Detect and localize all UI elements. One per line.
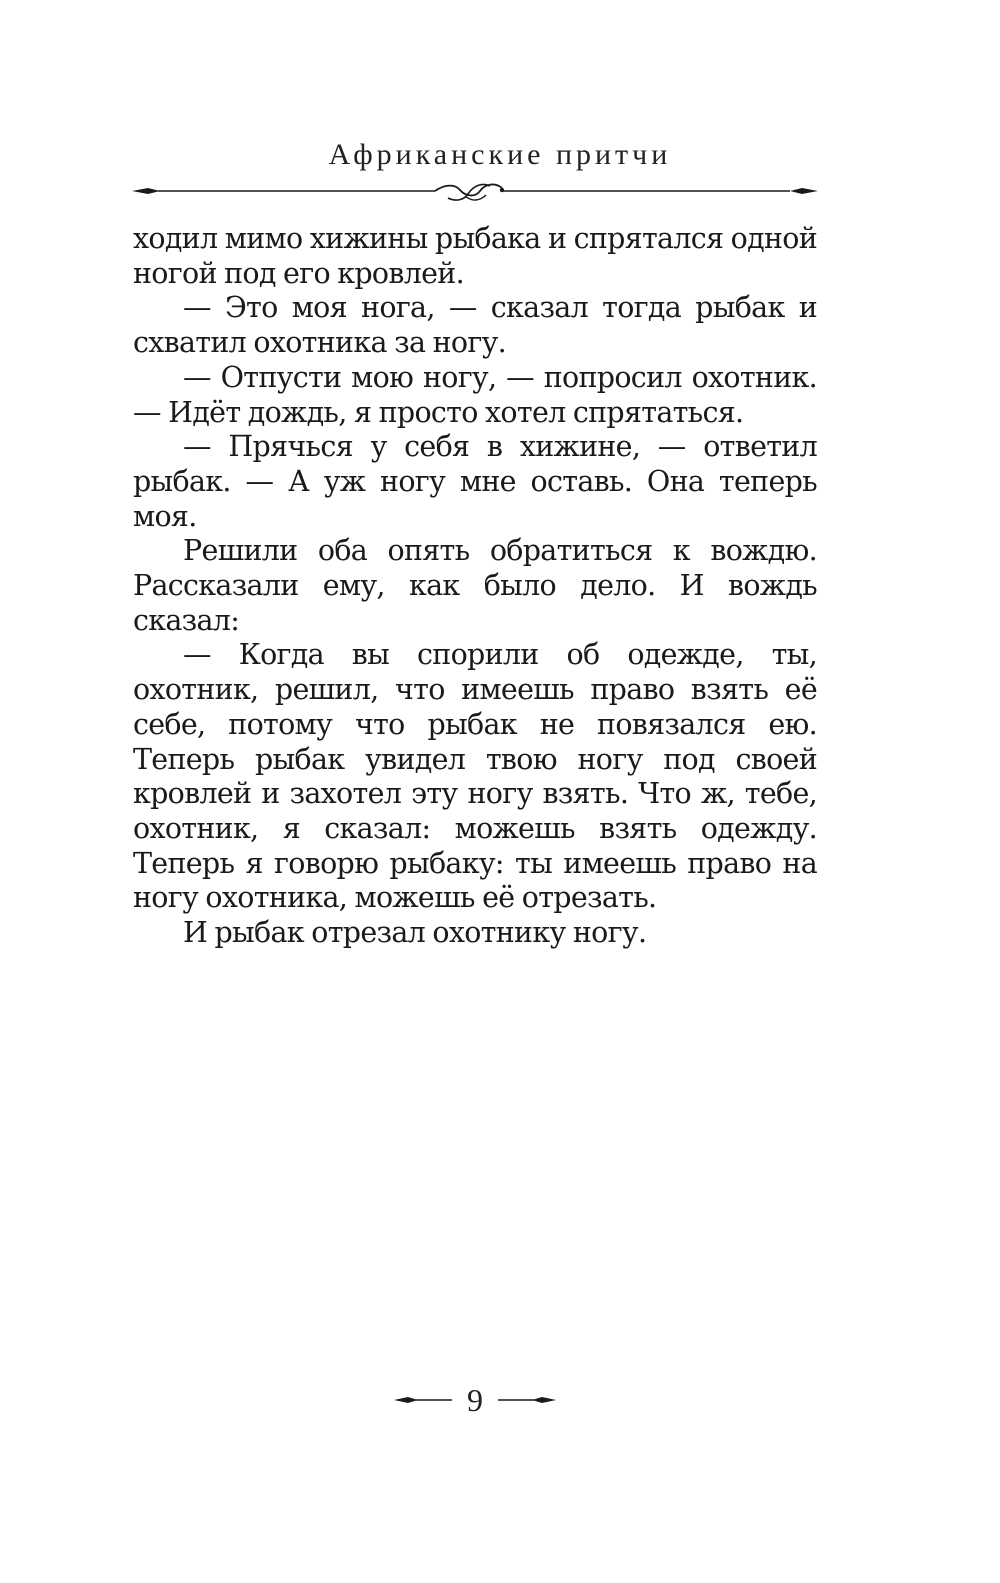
paragraph: — Когда вы спорили об одежде, ты, охотник, решил, что имеешь право взять её себе, потому что рыбак не повязался ею. Теперь рыбак увидел твою ногу под своей кровлей и захотел эту ногу взять. Что ж, тебе, охотник, я сказал: можешь взять одежду. Теперь я говорю рыбаку: ты имеешь право на ногу охотника, можешь её отрезать. — [133, 638, 817, 915]
paragraph: — Прячься у себя в хижине, — ответил рыбак. — А уж ногу мне оставь. Она теперь моя. — [133, 430, 817, 533]
paragraph: И рыбак отрезал охотнику ногу. — [183, 916, 647, 950]
main-text — [133, 222, 817, 951]
running-head-title: Африканские притчи — [328, 138, 672, 171]
ornamental-divider-icon — [130, 176, 820, 206]
paragraph: — Отпусти мою ногу, — попросил охотник. — Идёт дождь, я просто хотел спрятаться. — [133, 360, 817, 429]
page-folio — [390, 1380, 560, 1420]
paragraph: ходил мимо хижины рыбака и спрятался одной ногой под его кровлей. — [133, 222, 818, 290]
paragraph: Решили оба опять обратиться к вождю. Рассказали ему, как было дело. И вождь сказал: — [133, 534, 817, 637]
paragraph: — Это моя нога, — сказал тогда рыбак и схватил охотника за ногу. — [133, 291, 817, 360]
page-number: 9 — [467, 1382, 483, 1418]
